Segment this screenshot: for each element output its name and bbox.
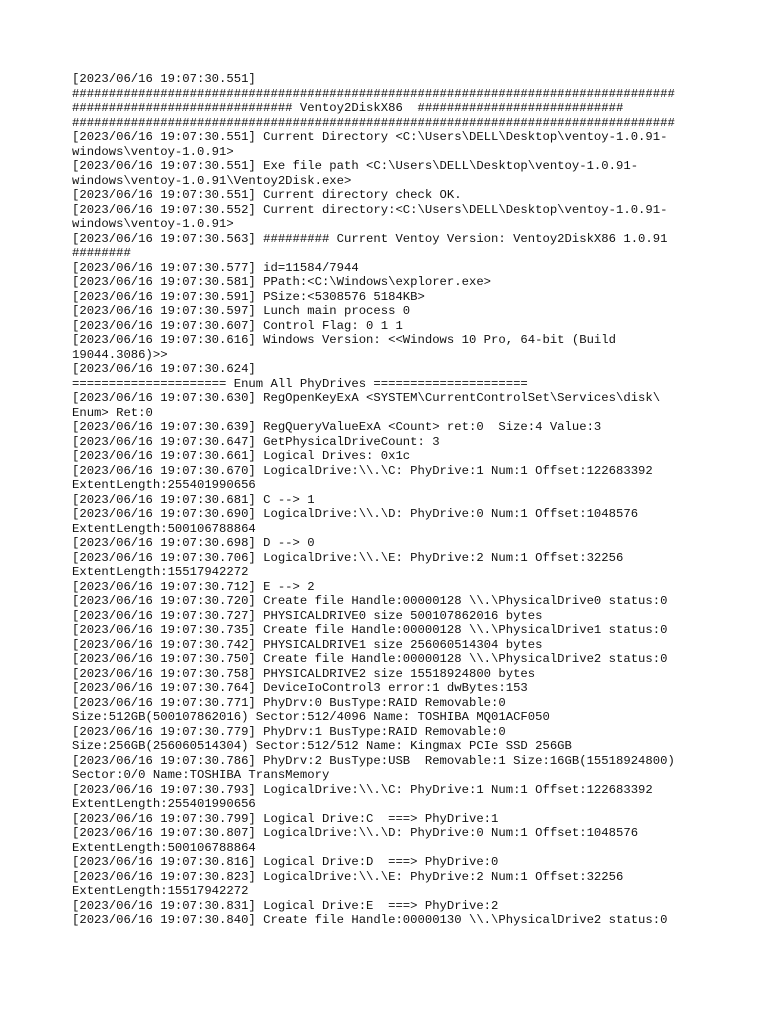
log-line: [2023/06/16 19:07:30.735] Create file Handle:00000128 \\.\PhysicalDrive1 status:0	[72, 623, 668, 637]
log-line: [2023/06/16 19:07:30.799] Logical Drive:C ===> PhyDrive:1	[72, 811, 499, 826]
log-line: [2023/06/16 19:07:30.670] LogicalDrive:\\.\C: PhyDrive:1 Num:1 Offset:122683392	[72, 463, 653, 478]
log-line: 19044.3086)>>	[72, 347, 168, 362]
log-line: [2023/06/16 19:07:30.750] Create file Handle:00000128 \\.\PhysicalDrive2 status:0	[72, 652, 668, 666]
log-line: ExtentLength:15517942272	[72, 565, 249, 579]
log-line: [2023/06/16 19:07:30.552] Current directory:<C:\Users\DELL\Desktop\ventoy-1.0.91-	[72, 202, 668, 217]
log-line: Enum> Ret:0	[72, 405, 153, 420]
log-line: ExtentLength:500106788864	[72, 521, 256, 536]
log-line: ExtentLength:500106788864	[72, 840, 256, 855]
log-lines	[72, 72, 712, 928]
log-line: windows\ventoy-1.0.91\Ventoy2Disk.exe>	[72, 173, 352, 188]
log-line: [2023/06/16 19:07:30.779] PhyDrv:1 BusType:RAID Removable:0	[72, 724, 506, 739]
log-line: [2023/06/16 19:07:30.807] LogicalDrive:\\.\D: PhyDrive:0 Num:1 Offset:1048576	[72, 826, 639, 840]
log-line: [2023/06/16 19:07:30.840] Create file Handle:00000130 \\.\PhysicalDrive2 status:0	[72, 913, 668, 927]
log-line: [2023/06/16 19:07:30.712] E --> 2	[72, 579, 315, 594]
log-line: [2023/06/16 19:07:30.630] RegOpenKeyExA <SYSTEM\CurrentControlSet\Services\disk\	[72, 391, 661, 405]
log-line: [2023/06/16 19:07:30.764] DeviceIoControl3 error:1 dwBytes:153	[72, 681, 528, 695]
log-line: [2023/06/16 19:07:30.681] C --> 1	[72, 492, 315, 507]
log-line: [2023/06/16 19:07:30.591] PSize:<5308576 5184KB>	[72, 289, 425, 304]
log-line: [2023/06/16 19:07:30.698] D --> 0	[72, 536, 315, 550]
log-line: [2023/06/16 19:07:30.706] LogicalDrive:\\.\E: PhyDrive:2 Num:1 Offset:32256	[72, 550, 624, 565]
log-line: [2023/06/16 19:07:30.563] ######### Current Ventoy Version: Ventoy2DiskX86 1.0.91	[72, 231, 668, 246]
log-line: ===================== Enum All PhyDrives =====================	[72, 376, 528, 391]
log-line: Sector:0/0 Name:TOSHIBA TransMemory	[72, 768, 330, 782]
log-line: [2023/06/16 19:07:30.720] Create file Handle:00000128 \\.\PhysicalDrive0 status:0	[72, 594, 668, 608]
log-line: [2023/06/16 19:07:30.816] Logical Drive:D ===> PhyDrive:0	[72, 855, 499, 869]
log-line: [2023/06/16 19:07:30.624]	[72, 362, 256, 376]
log-line: [2023/06/16 19:07:30.823] LogicalDrive:\\.\E: PhyDrive:2 Num:1 Offset:32256	[72, 869, 624, 884]
log-line: windows\ventoy-1.0.91>	[72, 217, 234, 231]
log-line: Size:512GB(500107862016) Sector:512/4096 Name: TOSHIBA MQ01ACF050	[72, 710, 550, 724]
log-line: [2023/06/16 19:07:30.647] GetPhysicalDriveCount: 3	[72, 434, 440, 449]
log-line: [2023/06/16 19:07:30.551] Current directory check OK.	[72, 188, 462, 202]
log-line: windows\ventoy-1.0.91>	[72, 144, 234, 159]
log-line: [2023/06/16 19:07:30.661] Logical Drives: 0x1c	[72, 449, 411, 463]
log-line: [2023/06/16 19:07:30.551] Current Directory <C:\Users\DELL\Desktop\ventoy-1.0.91-	[72, 130, 668, 144]
log-page	[72, 72, 712, 928]
log-line: ExtentLength:15517942272	[72, 884, 249, 898]
log-line: [2023/06/16 19:07:30.616] Windows Version: <<Windows 10 Pro, 64-bit (Build	[72, 333, 616, 347]
log-line: [2023/06/16 19:07:30.793] LogicalDrive:\\.\C: PhyDrive:1 Num:1 Offset:122683392	[72, 782, 653, 797]
log-line: ExtentLength:255401990656	[72, 478, 256, 492]
log-line: [2023/06/16 19:07:30.577] id=11584/7944	[72, 260, 359, 275]
log-line: [2023/06/16 19:07:30.597] Lunch main process 0	[72, 304, 411, 318]
log-line: [2023/06/16 19:07:30.758] PHYSICALDRIVE2 size 15518924800 bytes	[72, 666, 536, 681]
log-line: ##################################################################################	[72, 115, 675, 130]
log-line: ExtentLength:255401990656	[72, 797, 256, 811]
log-line: ########	[72, 246, 131, 260]
log-line: [2023/06/16 19:07:30.742] PHYSICALDRIVE1 size 256060514304 bytes	[72, 637, 543, 652]
log-line: [2023/06/16 19:07:30.690] LogicalDrive:\\.\D: PhyDrive:0 Num:1 Offset:1048576	[72, 507, 639, 521]
log-line: ############################## Ventoy2DiskX86 ############################	[72, 101, 624, 115]
log-line: ##################################################################################	[72, 86, 675, 101]
log-line: [2023/06/16 19:07:30.831] Logical Drive:E ===> PhyDrive:2	[72, 898, 499, 913]
log-line: [2023/06/16 19:07:30.771] PhyDrv:0 BusType:RAID Removable:0	[72, 695, 506, 710]
log-line: Size:256GB(256060514304) Sector:512/512 Name: Kingmax PCIe SSD 256GB	[72, 739, 572, 753]
log-line: [2023/06/16 19:07:30.581] PPath:<C:\Windows\explorer.exe>	[72, 275, 492, 289]
log-line: [2023/06/16 19:07:30.786] PhyDrv:2 BusType:USB Removable:1 Size:16GB(15518924800)	[72, 753, 675, 768]
log-line: [2023/06/16 19:07:30.607] Control Flag: 0 1 1	[72, 318, 403, 333]
log-line: [2023/06/16 19:07:30.551]	[72, 72, 256, 86]
log-line: [2023/06/16 19:07:30.639] RegQueryValueExA <Count> ret:0 Size:4 Value:3	[72, 420, 602, 434]
log-line: [2023/06/16 19:07:30.727] PHYSICALDRIVE0 size 500107862016 bytes	[72, 608, 543, 623]
log-line: [2023/06/16 19:07:30.551] Exe file path <C:\Users\DELL\Desktop\ventoy-1.0.91-	[72, 159, 639, 173]
